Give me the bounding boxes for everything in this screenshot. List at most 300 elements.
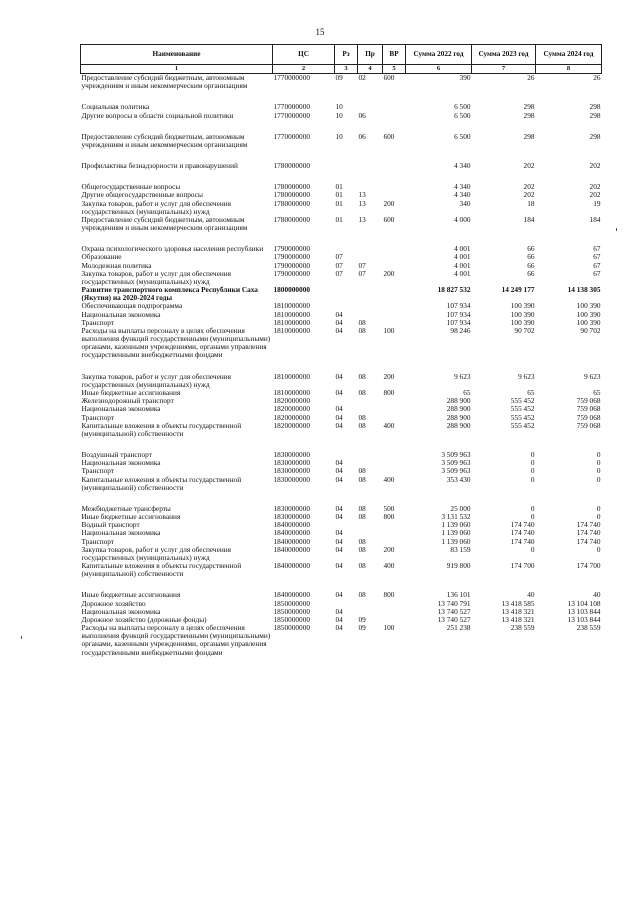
row-name-cell: Закупка товаров, работ и услуг для обеспечения государственных (муниципальных) нужд bbox=[81, 371, 231, 389]
row-vr-cell bbox=[383, 451, 406, 459]
row-name-cell: Национальная экономика bbox=[81, 404, 161, 414]
budget-table bbox=[80, 44, 602, 657]
row-sum-2022-cell: 288 900 bbox=[446, 420, 471, 430]
row-sum-2022-cell: 288 900 bbox=[446, 396, 471, 406]
row-sum-2024-cell: 174 700 bbox=[576, 561, 601, 571]
header-cs: ЦС bbox=[273, 45, 335, 65]
row-vr-cell: 100 bbox=[383, 325, 395, 335]
row-sum-2023-cell: 0 bbox=[530, 450, 535, 460]
column-number: 5 bbox=[383, 65, 406, 74]
row-sum-2023-cell: 555 452 bbox=[510, 420, 535, 430]
row-name-cell: Капитальные вложения в объекты государственной (муниципальной) собственности bbox=[81, 561, 242, 579]
row-rz-cell: 01 bbox=[335, 198, 343, 208]
row-sum-2023-cell: 184 bbox=[523, 214, 535, 224]
column-number: 1 bbox=[81, 65, 273, 74]
row-rz-cell: 04 bbox=[335, 614, 343, 624]
row-vr-cell: 600 bbox=[383, 131, 395, 141]
row-sum-2022-cell: 919 800 bbox=[446, 561, 471, 571]
row-cs-cell: 1810000000 bbox=[273, 309, 310, 319]
row-cs-cell: 1850000000 bbox=[273, 598, 310, 608]
row-spacer bbox=[81, 360, 602, 373]
row-sum-2023-cell: 14 249 177 bbox=[501, 285, 535, 295]
row-sum-2024-cell: 19 bbox=[593, 198, 601, 208]
row-sum-2024-cell: 0 bbox=[596, 466, 601, 476]
row-sum-2024-cell: 759 068 bbox=[576, 396, 601, 406]
row-sum-2023-cell: 298 bbox=[523, 102, 535, 112]
header-name: Наименование bbox=[81, 45, 273, 65]
row-vr-cell bbox=[383, 302, 406, 310]
table-row bbox=[81, 624, 602, 657]
row-sum-2023-cell: 90 702 bbox=[514, 325, 535, 335]
row-spacer bbox=[81, 438, 602, 451]
row-name-cell: Иные бюджетные ассигнования bbox=[81, 512, 181, 522]
row-sum-2023-cell: 555 452 bbox=[510, 404, 535, 414]
row-name-cell: Иные бюджетные ассигнования bbox=[81, 387, 181, 397]
row-rz-cell bbox=[335, 286, 358, 302]
column-number: 3 bbox=[335, 65, 358, 74]
table-row bbox=[81, 162, 602, 170]
row-sum-2024-cell: 100 390 bbox=[576, 317, 601, 327]
row-pr-cell: 08 bbox=[358, 317, 366, 327]
row-cs-cell: 1800000000 bbox=[273, 285, 310, 295]
row-rz-cell: 04 bbox=[335, 561, 343, 571]
row-rz-cell bbox=[335, 162, 358, 170]
row-cs-cell: 1790000000 bbox=[273, 268, 310, 278]
table-body bbox=[81, 74, 602, 657]
row-vr-cell bbox=[383, 245, 406, 253]
row-name-cell: Воздушный транспорт bbox=[81, 450, 152, 460]
row-rz-cell: 10 bbox=[335, 110, 343, 120]
row-spacer bbox=[81, 120, 602, 133]
row-sum-2023-cell: 0 bbox=[530, 512, 535, 522]
row-sum-2024-cell: 13 103 844 bbox=[567, 606, 601, 616]
row-sum-2023-cell: 65 bbox=[527, 387, 535, 397]
row-name-cell: Предоставление субсидий бюджетным, автономным учреждениям и иным некоммерческим организациям bbox=[81, 131, 248, 149]
row-spacer bbox=[81, 492, 602, 505]
row-sum-2023-cell: 298 bbox=[523, 110, 535, 120]
row-rz-cell: 04 bbox=[335, 317, 343, 327]
row-name-cell: Предоставление субсидий бюджетным, автономным учреждениям и иным некоммерческим организациям bbox=[81, 73, 248, 91]
row-sum-2022-cell: 25 000 bbox=[450, 503, 471, 513]
row-sum-2024-cell: 0 bbox=[596, 512, 601, 522]
row-sum-2024-cell: 90 702 bbox=[580, 325, 601, 335]
row-pr-cell: 08 bbox=[358, 387, 366, 397]
row-sum-2023-cell: 66 bbox=[527, 244, 535, 254]
row-sum-2022-cell: 4 001 bbox=[454, 268, 471, 278]
row-vr-cell bbox=[383, 253, 406, 261]
row-sum-2024-cell: 14 138 305 bbox=[567, 285, 601, 295]
row-vr-cell bbox=[383, 608, 406, 616]
row-vr-cell: 200 bbox=[383, 268, 395, 278]
row-sum-2023-cell: 13 418 321 bbox=[501, 606, 535, 616]
row-vr-cell bbox=[383, 529, 406, 537]
row-vr-cell bbox=[383, 600, 406, 608]
row-name-cell: Национальная экономика bbox=[81, 458, 161, 468]
row-rz-cell: 01 bbox=[335, 190, 343, 200]
row-cs-cell: 1840000000 bbox=[273, 520, 310, 530]
row-cs-cell: 1850000000 bbox=[273, 623, 310, 633]
row-sum-2022-cell: 98 246 bbox=[450, 325, 471, 335]
table-row bbox=[81, 133, 602, 149]
table-row bbox=[81, 200, 602, 216]
row-rz-cell: 01 bbox=[335, 214, 343, 224]
row-cs-cell: 1780000000 bbox=[273, 198, 310, 208]
table-row bbox=[81, 546, 602, 562]
row-name-cell: Закупка товаров, работ и услуг для обеспечения государственных (муниципальных) нужд bbox=[81, 198, 231, 216]
row-name-cell: Закупка товаров, работ и услуг для обеспечения государственных (муниципальных) нужд bbox=[81, 268, 231, 286]
row-sum-2024-cell: 100 390 bbox=[576, 309, 601, 319]
row-cs-cell: 1830000000 bbox=[273, 503, 310, 513]
table-row bbox=[81, 74, 602, 91]
row-name-cell: Иные бюджетные ассигнования bbox=[81, 590, 181, 600]
row-sum-2023-cell: 298 bbox=[523, 131, 535, 141]
row-cs-cell: 1840000000 bbox=[273, 590, 310, 600]
row-cs-cell: 1810000000 bbox=[273, 301, 310, 311]
row-vr-cell: 800 bbox=[383, 512, 395, 522]
row-vr-cell bbox=[383, 162, 406, 170]
row-name-cell: Национальная экономика bbox=[81, 528, 161, 538]
row-sum-2022-cell: 4 001 bbox=[454, 252, 471, 262]
row-name-cell: Дорожное хозяйство bbox=[81, 598, 146, 608]
row-sum-2024-cell: 298 bbox=[589, 102, 601, 112]
header-rz: Рз bbox=[335, 45, 358, 65]
row-sum-2023-cell: 174 740 bbox=[510, 536, 535, 546]
row-pr-cell: 07 bbox=[358, 260, 366, 270]
row-sum-2022-cell: 13 740 527 bbox=[437, 614, 471, 624]
row-name-cell: Расходы на выплаты персоналу в целях обеспечения выполнения функций государственными (муниципальными) органами, казенными учреждениями, органами управления государственными внебюджетными фондами bbox=[81, 325, 271, 360]
row-vr-cell bbox=[383, 112, 406, 120]
row-spacer-cell bbox=[81, 492, 602, 505]
row-cs-cell: 1840000000 bbox=[273, 528, 310, 538]
row-vr-cell bbox=[383, 397, 406, 405]
row-cs-cell: 1850000000 bbox=[273, 606, 310, 616]
column-number: 7 bbox=[472, 65, 536, 74]
page-number: 15 bbox=[315, 27, 325, 37]
row-vr-cell bbox=[383, 311, 406, 319]
row-cs-cell: 1810000000 bbox=[273, 387, 310, 397]
row-sum-2023-cell: 9 623 bbox=[518, 371, 535, 381]
row-vr-cell bbox=[383, 103, 406, 111]
row-sum-2023-cell: 555 452 bbox=[510, 396, 535, 406]
header-sum-2024: Сумма 2024 год bbox=[536, 45, 602, 65]
row-sum-2023-cell: 0 bbox=[530, 458, 535, 468]
row-sum-2024-cell: 174 740 bbox=[576, 528, 601, 538]
row-cs-cell: 1830000000 bbox=[273, 450, 310, 460]
row-sum-2023-cell: 100 390 bbox=[510, 309, 535, 319]
row-sum-2024-cell: 298 bbox=[589, 131, 601, 141]
header-vr: ВР bbox=[383, 45, 406, 65]
row-rz-cell: 04 bbox=[335, 325, 343, 335]
row-sum-2022-cell: 288 900 bbox=[446, 404, 471, 414]
row-rz-cell: 04 bbox=[335, 590, 343, 600]
row-sum-2022-cell: 4 340 bbox=[454, 190, 471, 200]
row-rz-cell: 04 bbox=[335, 458, 343, 468]
row-name-cell: Дорожное хозяйство (дорожные фонды) bbox=[81, 614, 207, 624]
row-sum-2022-cell: 107 934 bbox=[446, 317, 471, 327]
row-cs-cell: 1770000000 bbox=[273, 73, 310, 82]
row-sum-2022-cell: 4 001 bbox=[454, 260, 471, 270]
row-sum-2024-cell: 759 068 bbox=[576, 412, 601, 422]
row-name-cell: Охрана психологического здоровья населения республики bbox=[81, 244, 264, 254]
row-rz-cell: 04 bbox=[335, 412, 343, 422]
row-pr-cell: 08 bbox=[358, 420, 366, 430]
row-name-cell: Транспорт bbox=[81, 412, 115, 422]
row-vr-cell bbox=[383, 521, 406, 529]
row-rz-cell: 09 bbox=[335, 73, 343, 82]
row-name-cell: Обеспечивающая подпрограмма bbox=[81, 301, 183, 311]
row-cs-cell: 1820000000 bbox=[273, 420, 310, 430]
row-sum-2023-cell: 66 bbox=[527, 252, 535, 262]
row-sum-2023-cell: 202 bbox=[523, 190, 535, 200]
row-cs-cell: 1770000000 bbox=[273, 110, 310, 120]
row-sum-2023-cell: 0 bbox=[530, 474, 535, 484]
row-pr-cell: 08 bbox=[358, 561, 366, 571]
row-sum-2023-cell: 0 bbox=[530, 466, 535, 476]
row-cs-cell: 1810000000 bbox=[273, 371, 310, 381]
row-sum-2022-cell: 340 bbox=[459, 198, 471, 208]
row-name-cell: Национальная экономика bbox=[81, 606, 161, 616]
row-name-cell: Закупка товаров, работ и услуг для обеспечения государственных (муниципальных) нужд bbox=[81, 544, 231, 562]
row-sum-2022-cell: 251 238 bbox=[446, 623, 471, 633]
row-spacer-cell bbox=[81, 360, 602, 373]
row-sum-2023-cell: 13 418 321 bbox=[501, 614, 535, 624]
row-vr-cell: 100 bbox=[383, 623, 395, 633]
row-pr-cell bbox=[358, 600, 383, 608]
row-cs-cell: 1810000000 bbox=[273, 317, 310, 327]
row-sum-2022-cell: 136 101 bbox=[446, 590, 471, 600]
row-sum-2024-cell: 67 bbox=[593, 252, 601, 262]
row-sum-2023-cell: 174 740 bbox=[510, 528, 535, 538]
row-vr-cell: 800 bbox=[383, 590, 395, 600]
row-name-cell: Транспорт bbox=[81, 317, 115, 327]
row-cs-cell: 1820000000 bbox=[273, 412, 310, 422]
row-rz-cell: 04 bbox=[335, 512, 343, 522]
row-sum-2024-cell: 9 623 bbox=[584, 371, 601, 381]
row-sum-2024-cell: 759 068 bbox=[576, 404, 601, 414]
row-rz-cell: 07 bbox=[335, 260, 343, 270]
row-sum-2023-cell: 174 700 bbox=[510, 561, 535, 571]
row-cs-cell: 1780000000 bbox=[273, 214, 310, 224]
row-sum-2022-cell: 3 131 532 bbox=[441, 512, 471, 522]
row-cs-cell: 1820000000 bbox=[273, 396, 310, 406]
row-cs-cell: 1830000000 bbox=[273, 512, 310, 522]
row-sum-2022-cell: 65 bbox=[463, 387, 471, 397]
row-pr-cell: 08 bbox=[358, 544, 366, 554]
row-cs-cell: 1780000000 bbox=[273, 161, 310, 171]
row-sum-2022-cell: 353 430 bbox=[446, 474, 471, 484]
row-sum-2023-cell: 40 bbox=[527, 590, 535, 600]
row-pr-cell: 08 bbox=[358, 503, 366, 513]
row-name-cell: Межбюджетные трансферты bbox=[81, 503, 171, 513]
table-row bbox=[81, 216, 602, 232]
row-pr-cell: 08 bbox=[358, 466, 366, 476]
row-name-cell: Капитальные вложения в объекты государственной (муниципальной) собственности bbox=[81, 474, 242, 492]
row-vr-cell: 400 bbox=[383, 561, 395, 571]
row-sum-2024-cell: 0 bbox=[596, 544, 601, 554]
row-rz-cell: 04 bbox=[335, 371, 343, 381]
row-name-cell: Профилактика безнадзорности и правонарушений bbox=[81, 161, 238, 171]
row-sum-2022-cell: 13 740 527 bbox=[437, 606, 471, 616]
row-cs-cell: 1840000000 bbox=[273, 544, 310, 554]
row-vr-cell: 200 bbox=[383, 544, 395, 554]
row-rz-cell: 04 bbox=[335, 544, 343, 554]
row-vr-cell: 200 bbox=[383, 198, 395, 208]
row-sum-2024-cell: 174 740 bbox=[576, 520, 601, 530]
row-sum-2024-cell: 0 bbox=[596, 503, 601, 513]
row-sum-2022-cell: 9 623 bbox=[454, 371, 471, 381]
row-pr-cell bbox=[358, 286, 383, 302]
row-vr-cell: 600 bbox=[383, 214, 395, 224]
row-sum-2024-cell: 0 bbox=[596, 458, 601, 468]
row-vr-cell: 500 bbox=[383, 503, 395, 513]
row-sum-2023-cell: 18 bbox=[527, 198, 535, 208]
row-pr-cell: 09 bbox=[358, 623, 366, 633]
row-sum-2022-cell: 3 509 963 bbox=[441, 450, 471, 460]
row-sum-2023-cell: 13 418 585 bbox=[501, 598, 535, 608]
row-pr-cell: 08 bbox=[358, 371, 366, 381]
header-sum-2023: Сумма 2023 год bbox=[472, 45, 536, 65]
table-row bbox=[81, 112, 602, 120]
row-sum-2023-cell: 174 740 bbox=[510, 520, 535, 530]
row-rz-cell: 07 bbox=[335, 252, 343, 262]
row-sum-2022-cell: 3 509 963 bbox=[441, 466, 471, 476]
row-sum-2023-cell: 66 bbox=[527, 268, 535, 278]
row-sum-2022-cell: 4 340 bbox=[454, 161, 471, 171]
row-cs-cell: 1840000000 bbox=[273, 536, 310, 546]
row-rz-cell: 10 bbox=[335, 102, 343, 112]
row-sum-2023-cell: 202 bbox=[523, 182, 535, 192]
row-cs-cell: 1770000000 bbox=[273, 102, 310, 112]
row-sum-2024-cell: 67 bbox=[593, 260, 601, 270]
row-spacer-cell bbox=[81, 120, 602, 133]
row-cs-cell: 1780000000 bbox=[273, 190, 310, 200]
row-sum-2024-cell: 298 bbox=[589, 110, 601, 120]
row-sum-2022-cell: 6 500 bbox=[454, 110, 471, 120]
row-pr-cell: 02 bbox=[358, 73, 366, 82]
row-sum-2023-cell: 238 559 bbox=[510, 623, 535, 633]
row-cs-cell: 1850000000 bbox=[273, 614, 310, 624]
row-cs-cell: 1830000000 bbox=[273, 474, 310, 484]
row-rz-cell: 01 bbox=[335, 182, 343, 192]
row-vr-cell bbox=[383, 286, 406, 302]
row-name-cell: Образование bbox=[81, 252, 122, 262]
row-vr-cell bbox=[383, 405, 406, 413]
row-vr-cell: 400 bbox=[383, 474, 395, 484]
row-name-cell: Другие вопросы в области социальной политики bbox=[81, 110, 234, 120]
row-pr-cell: 08 bbox=[358, 590, 366, 600]
table-row bbox=[81, 422, 602, 438]
row-sum-2023-cell: 100 390 bbox=[510, 317, 535, 327]
row-cs-cell: 1830000000 bbox=[273, 458, 310, 468]
row-sum-2023-cell: 100 390 bbox=[510, 301, 535, 311]
row-pr-cell: 08 bbox=[358, 536, 366, 546]
column-number: 8 bbox=[536, 65, 602, 74]
row-sum-2024-cell: 0 bbox=[596, 450, 601, 460]
row-name-cell: Железнодорожный транспорт bbox=[81, 396, 174, 406]
row-name-cell: Социальная политика bbox=[81, 102, 150, 112]
row-cs-cell: 1830000000 bbox=[273, 466, 310, 476]
row-sum-2022-cell: 4 340 bbox=[454, 182, 471, 192]
row-sum-2024-cell: 238 559 bbox=[576, 623, 601, 633]
row-sum-2022-cell: 18 827 532 bbox=[437, 285, 471, 295]
row-sum-2024-cell: 40 bbox=[593, 590, 601, 600]
row-rz-cell: 04 bbox=[335, 466, 343, 476]
row-pr-cell bbox=[358, 397, 383, 405]
table-row bbox=[81, 562, 602, 578]
row-name-cell: Расходы на выплаты персоналу в целях обеспечения выполнения функций государственными (муниципальными) органами, казенными учреждениями, органами управления государственными внебюджетными фондами bbox=[81, 623, 271, 657]
row-vr-cell: 800 bbox=[383, 387, 395, 397]
row-cs-cell: 1790000000 bbox=[273, 260, 310, 270]
row-pr-cell: 08 bbox=[358, 325, 366, 335]
row-sum-2024-cell: 26 bbox=[593, 73, 601, 82]
row-sum-2024-cell: 202 bbox=[589, 161, 601, 171]
row-sum-2023-cell: 26 bbox=[527, 73, 535, 82]
row-sum-2022-cell: 4 000 bbox=[454, 214, 471, 224]
row-pr-cell bbox=[358, 162, 383, 170]
row-sum-2024-cell: 13 103 844 bbox=[567, 614, 601, 624]
row-cs-cell: 1790000000 bbox=[273, 244, 310, 254]
header-pr: Пр bbox=[358, 45, 383, 65]
row-sum-2024-cell: 184 bbox=[589, 214, 601, 224]
row-pr-cell: 06 bbox=[358, 110, 366, 120]
column-number: 4 bbox=[358, 65, 383, 74]
row-pr-cell: 08 bbox=[358, 512, 366, 522]
table-row bbox=[81, 327, 602, 360]
row-pr-cell: 08 bbox=[358, 474, 366, 484]
row-rz-cell: 04 bbox=[335, 387, 343, 397]
row-name-cell: Национальная экономика bbox=[81, 309, 161, 319]
row-vr-cell bbox=[383, 459, 406, 467]
column-number: 2 bbox=[273, 65, 335, 74]
row-sum-2022-cell: 288 900 bbox=[446, 412, 471, 422]
row-sum-2022-cell: 83 159 bbox=[450, 544, 471, 554]
row-cs-cell: 1840000000 bbox=[273, 561, 310, 571]
row-sum-2022-cell: 1 139 060 bbox=[441, 528, 471, 538]
row-sum-2024-cell: 67 bbox=[593, 268, 601, 278]
table-row bbox=[81, 476, 602, 492]
row-sum-2024-cell: 759 068 bbox=[576, 420, 601, 430]
scan-mark bbox=[616, 228, 617, 231]
table-row bbox=[81, 373, 602, 389]
row-sum-2022-cell: 6 500 bbox=[454, 131, 471, 141]
row-sum-2024-cell: 0 bbox=[596, 474, 601, 484]
row-pr-cell bbox=[358, 451, 383, 459]
row-sum-2024-cell: 202 bbox=[589, 182, 601, 192]
column-number: 6 bbox=[406, 65, 472, 74]
row-sum-2022-cell: 390 bbox=[459, 73, 471, 82]
header-sum-2022: Сумма 2022 год bbox=[406, 45, 472, 65]
row-rz-cell: 04 bbox=[335, 623, 343, 633]
row-name-cell: Молодежная политика bbox=[81, 260, 152, 270]
row-sum-2022-cell: 6 500 bbox=[454, 102, 471, 112]
row-pr-cell bbox=[358, 302, 383, 310]
header-row bbox=[81, 45, 602, 65]
row-sum-2023-cell: 202 bbox=[523, 161, 535, 171]
row-rz-cell: 04 bbox=[335, 528, 343, 538]
scan-mark bbox=[21, 636, 22, 639]
row-rz-cell: 04 bbox=[335, 420, 343, 430]
row-pr-cell: 13 bbox=[358, 198, 366, 208]
row-sum-2024-cell: 202 bbox=[589, 190, 601, 200]
row-pr-cell: 13 bbox=[358, 214, 366, 224]
budget-table-wrap bbox=[80, 44, 601, 657]
row-cs-cell: 1790000000 bbox=[273, 252, 310, 262]
row-sum-2022-cell: 13 740 791 bbox=[437, 598, 471, 608]
row-name-cell: Водный транспорт bbox=[81, 520, 140, 530]
row-cs-cell: 1770000000 bbox=[273, 131, 310, 141]
row-pr-cell: 08 bbox=[358, 412, 366, 422]
row-sum-2024-cell: 174 740 bbox=[576, 536, 601, 546]
